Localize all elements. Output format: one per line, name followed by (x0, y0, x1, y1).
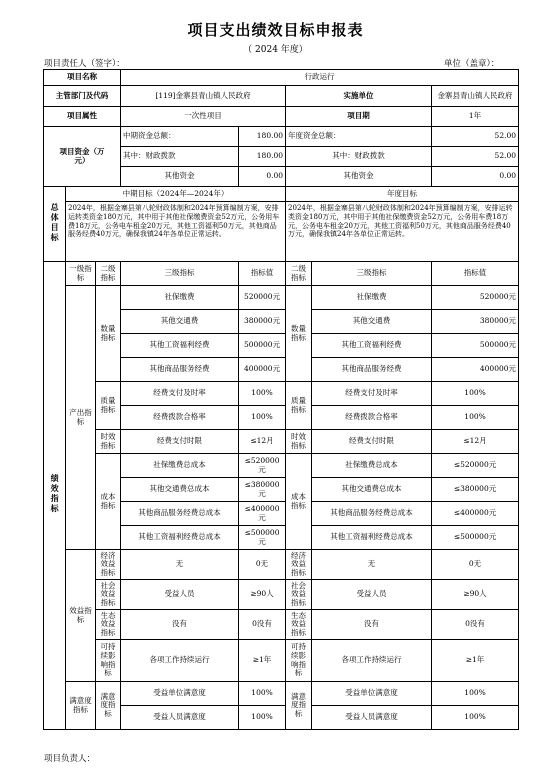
cost-mid-value: ≤520000元 (239, 454, 286, 478)
quantity-year-value: 380000元 (432, 310, 519, 334)
project-name-label: 项目名称 (44, 70, 121, 86)
mid-fiscal-label: 其中：财政拨款 (121, 147, 239, 167)
cost-label-year: 成本指标 (286, 454, 312, 550)
time-mid-value: ≤12月 (239, 430, 286, 454)
quantity-name: 社保缴费 (121, 286, 239, 310)
page-title: 项目支出绩效目标申报表 (187, 21, 364, 39)
econ-mid-value: 0无 (239, 550, 286, 580)
impl-unit-value: 金寨县青山镇人民政府 (432, 86, 519, 107)
satisfaction-label: 满意度指标 (66, 682, 96, 730)
econ-name: 无 (121, 550, 239, 580)
satisfaction-name: 受益单位满意度 (121, 682, 239, 706)
year-goal-header: 年度目标 (286, 187, 519, 202)
quality-name-year: 经费支付及时率 (312, 382, 432, 406)
year-fiscal-label: 其中：财政拨款 (286, 147, 432, 167)
cost-name-year: 社保缴费总成本 (312, 454, 432, 478)
cost-name: 其他交通费总成本 (121, 478, 239, 502)
year-other-value: 0.00 (432, 167, 519, 187)
cost-name-year: 其他工资福利经费总成本 (312, 526, 432, 550)
quality-year-value: 100% (432, 382, 519, 406)
attr-value: 一次性项目 (121, 107, 286, 127)
cost-name: 社保缴费总成本 (121, 454, 239, 478)
sustain-year-value: ≥1年 (432, 640, 519, 682)
unit-label: 单位（盖章）： (444, 59, 500, 69)
econ-year-value: 0无 (432, 550, 519, 580)
satisfaction-sub-label: 满意度指标 (96, 682, 121, 730)
header-level1: 一级指标 (66, 262, 96, 286)
mid-goal-header: 中期目标（2024年—2024年） (66, 187, 286, 202)
benefit-label: 效益指标 (66, 550, 96, 682)
quantity-mid-value: 400000元 (239, 358, 286, 382)
eco-label: 生态效益指标 (96, 610, 121, 640)
satisfaction-year-value: 100% (432, 682, 519, 706)
responsible-label: 项目责任人（签字）： (44, 59, 125, 69)
sustain-name: 各项工作持续运行 (121, 640, 239, 682)
indicators-label: 绩效指标 (44, 262, 66, 730)
sustain-name-year: 各项工作持续运行 (312, 640, 432, 682)
header-level3: 三级指标 (121, 262, 239, 286)
quality-name: 经费支付及时率 (121, 382, 239, 406)
eco-name-year: 没有 (312, 610, 432, 640)
time-name: 经费支付时限 (121, 430, 239, 454)
impl-unit-label: 实施单位 (286, 86, 432, 107)
cost-name-year: 其他交通费总成本 (312, 478, 432, 502)
project-name-value: 行政运行 (121, 70, 519, 86)
header-value: 指标值 (239, 262, 286, 286)
header-value-year: 指标值 (432, 262, 519, 286)
satisfaction-sub-label-year: 满意度指标 (286, 682, 312, 730)
quantity-label-year: 数量指标 (286, 286, 312, 382)
mid-goal-text: 2024年，根据金寨县第八轮财政体制和2024年预算编制方案，安排运转类资金180万元，其中用于其他社保缴费资金52万元，公务用车费18万元，公务电车租金20万元，其他工资福利50万元，其他商品服务经费40万元，确保我镇24年各单位正常运转。 (66, 202, 286, 262)
dept-value: [119]金寨县青山镇人民政府 (121, 86, 286, 107)
dept-label: 主管部门及代码 (44, 86, 121, 107)
eco-year-value: 0没有 (432, 610, 519, 640)
econ-name-year: 无 (312, 550, 432, 580)
mid-total-value: 180.00 (239, 127, 286, 147)
quantity-name-year: 社保缴费 (312, 286, 432, 310)
quality-name-year: 经费拨款合格率 (312, 406, 432, 430)
quantity-mid-value: 520000元 (239, 286, 286, 310)
satisfaction-name: 受益人员满意度 (121, 706, 239, 730)
output-label: 产出指标 (66, 286, 96, 550)
quantity-label: 数量指标 (96, 286, 121, 382)
satisfaction-mid-value: 100% (239, 706, 286, 730)
cost-name: 其他工资福利经费总成本 (121, 526, 239, 550)
sustain-label: 可持续影响指标 (96, 640, 121, 682)
quantity-name: 其他商品服务经费 (121, 358, 239, 382)
time-label-year: 时效指标 (286, 430, 312, 454)
satisfaction-name-year: 受益人员满意度 (312, 706, 432, 730)
mid-total-label: 中期资金总额： (121, 127, 239, 147)
time-name-year: 经费支付时限 (312, 430, 432, 454)
quantity-name-year: 其他工资福利经费 (312, 334, 432, 358)
social-name-year: 受益人员 (312, 580, 432, 610)
cost-mid-value: ≤500000元 (239, 526, 286, 550)
time-label: 时效指标 (96, 430, 121, 454)
quantity-year-value: 400000元 (432, 358, 519, 382)
quality-year-value: 100% (432, 406, 519, 430)
year-total-value: 52.00 (432, 127, 519, 147)
cost-mid-value: ≤380000元 (239, 478, 286, 502)
sustain-label-year: 可持续影响指标 (286, 640, 312, 682)
header-level2: 二级指标 (96, 262, 121, 286)
eco-mid-value: 0没有 (239, 610, 286, 640)
quality-name: 经费拨款合格率 (121, 406, 239, 430)
social-label-year: 社会效益指标 (286, 580, 312, 610)
eco-label-year: 生态效益指标 (286, 610, 312, 640)
year-goal-text: 2024年，根据金寨县第八轮财政体制和2024年预算编制方案，安排运转类资金180万元，其中用于其他社保缴费资金52万元，公务用车费18万元，公务电车租金20万元，其他工资福利50万元，其他商品服务经费40万元，确保我镇24年各单位正常运转。 (286, 202, 519, 262)
period-label: 项目期 (286, 107, 432, 127)
mid-other-value: 0.00 (239, 167, 286, 187)
cost-year-value: ≤500000元 (432, 526, 519, 550)
eco-name: 没有 (121, 610, 239, 640)
quality-label-year: 质量指标 (286, 382, 312, 430)
sustain-mid-value: ≥1年 (239, 640, 286, 682)
quality-label: 质量指标 (96, 382, 121, 430)
cost-year-value: ≤400000元 (432, 502, 519, 526)
funds-label: 项目资金（万元） (44, 127, 121, 187)
social-year-value: ≥90人 (432, 580, 519, 610)
header-level3-year: 三级指标 (312, 262, 432, 286)
attr-label: 项目属性 (44, 107, 121, 127)
quality-mid-value: 100% (239, 406, 286, 430)
cost-year-value: ≤380000元 (432, 478, 519, 502)
econ-label: 经济效益指标 (96, 550, 121, 580)
quantity-name-year: 其他商品服务经费 (312, 358, 432, 382)
footer-label: 项目负责人： (44, 754, 96, 764)
year-total-label: 年度资金总额： (286, 127, 432, 147)
cost-year-value: ≤520000元 (432, 454, 519, 478)
econ-label-year: 经济效益指标 (286, 550, 312, 580)
quantity-name: 其他工资福利经费 (121, 334, 239, 358)
mid-fiscal-value: 180.00 (239, 147, 286, 167)
goals-label: 总体目标 (44, 187, 66, 262)
quantity-name-year: 其他交通费 (312, 310, 432, 334)
performance-table (43, 69, 519, 730)
mid-other-label: 其他资金 (121, 167, 239, 187)
cost-label: 成本指标 (96, 454, 121, 550)
social-label: 社会效益指标 (96, 580, 121, 610)
cost-name-year: 其他商品服务经费总成本 (312, 502, 432, 526)
quantity-name: 其他交通费 (121, 310, 239, 334)
satisfaction-mid-value: 100% (239, 682, 286, 706)
year-other-label: 其他资金 (286, 167, 432, 187)
quantity-year-value: 520000元 (432, 286, 519, 310)
cost-name: 其他商品服务经费总成本 (121, 502, 239, 526)
quantity-year-value: 500000元 (432, 334, 519, 358)
quantity-mid-value: 380000元 (239, 310, 286, 334)
year-fiscal-value: 52.00 (432, 147, 519, 167)
satisfaction-name-year: 受益单位满意度 (312, 682, 432, 706)
period-value: 1年 (432, 107, 519, 127)
time-year-value: ≤12月 (432, 430, 519, 454)
satisfaction-year-value: 100% (432, 706, 519, 730)
cost-mid-value: ≤400000元 (239, 502, 286, 526)
header-level2-year: 二级指标 (286, 262, 312, 286)
social-mid-value: ≥90人 (239, 580, 286, 610)
year-line: （ 2024 年度） (243, 45, 308, 55)
quality-mid-value: 100% (239, 382, 286, 406)
quantity-mid-value: 500000元 (239, 334, 286, 358)
social-name: 受益人员 (121, 580, 239, 610)
